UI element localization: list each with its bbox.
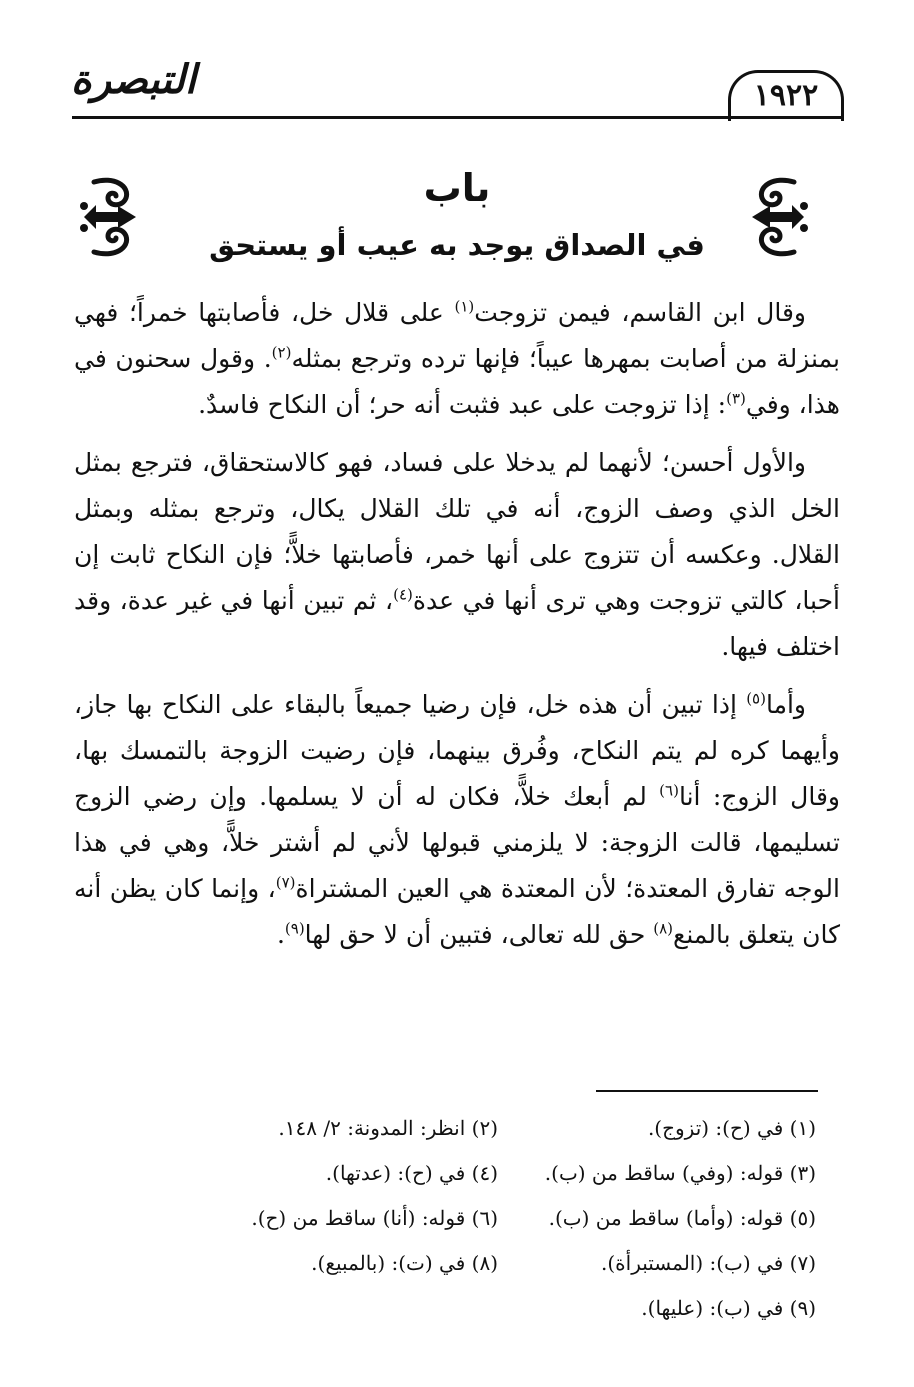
paragraph (74, 440, 840, 670)
footnote-marker: (٤) (393, 585, 413, 604)
footnote-separator (596, 1090, 818, 1092)
footnote-marker: (٦) (659, 781, 679, 800)
footnote: (٨) في (ت): (بالمبيع). (311, 1251, 498, 1275)
footnote (180, 1290, 498, 1335)
paragraph (74, 682, 840, 958)
text-run: والأول أحسن؛ لأنهما لم يدخلا على فساد، فهو كالاستحقاق، فترجع بمثل الخل الذي وصف الزوج، أنه في تلك القلال يكال، وترجع بمثله وبمثل القلال. وعكسه أن تتزوج على أنها خمر، فأصابتها خلاًّ؛ فإن النكاح ثابت إن أحبا، كالتي تزوجت وهي ترى أنها في عدة (74, 448, 840, 615)
footnote-row (180, 1245, 816, 1290)
footnote-row (180, 1290, 816, 1335)
footnote-row (180, 1155, 816, 1200)
text-run: وأما (765, 690, 806, 719)
header-rule (72, 116, 842, 119)
footnote-marker: (٥) (746, 689, 766, 708)
page-number: ١٩٢٢ (753, 78, 819, 113)
footnote-row (180, 1200, 816, 1245)
main-text (74, 290, 840, 970)
footnote-marker: (٧) (275, 873, 296, 892)
footnote-marker: (٩) (284, 919, 305, 938)
footnote: (٩) في (ب): (عليها). (641, 1296, 816, 1320)
text-run: حق لله تعالى، فتبين أن لا حق لها (304, 920, 654, 949)
text-run: . وقول سحنون في هذا، وفي (74, 344, 840, 419)
chapter-title: في الصداق يوجد به عيب أو يستحق (209, 228, 705, 262)
text-run: : إذا تزوجت على عبد فثبت أنه حر؛ أن النكاح فاسدٌ. (198, 390, 727, 419)
book-title: التبصرة (70, 56, 196, 103)
footnote: (١) في (ح): (تزوج). (647, 1116, 816, 1140)
text-run: على قلال خل، فأصابتها خمراً؛ فهي بمنزلة من أصابت بمهرها عيباً؛ فإنها ترده وترجع بمثله (74, 298, 840, 373)
text-run: . (276, 920, 285, 949)
text-run: إذا تبين أن هذه خل، فإن رضيا جميعاً بالبقاء على النكاح بها جاز، وأيهما كره لم يتم النكاح، وفُرق بينهما، فإن رضيت الزوجة بالتمسك بها، وقال الزوج: أنا (74, 690, 840, 811)
chapter-label: باب (423, 166, 491, 210)
footnote: (٦) قوله: (أنا) ساقط من (ح). (251, 1206, 498, 1230)
footnote-row (180, 1110, 816, 1155)
footnote: (٥) قوله: (وأما) ساقط من (ب). (548, 1206, 816, 1230)
footnote-marker: (١) (454, 297, 475, 316)
paragraph (74, 290, 840, 428)
footnotes (180, 1110, 816, 1335)
footnote-marker: (٨) (653, 919, 674, 938)
text-run: لم أبعك خلاًّ، فكان له أن لا يسلمها. وإن رضي الزوج تسليمها، قالت الزوجة: لا يلزمني قبولها لأني لم أشتر خلاًّ، وهي في هذا الوجه تفارق المعتدة؛ لأن المعتدة هي العين المشتراة (74, 782, 840, 903)
text-run: ، ثم تبين أنها في غير عدة، وقد اختلف فيها. (74, 586, 840, 661)
footnote-marker: (٢) (271, 343, 292, 362)
footnote: (٤) في (ح): (عدتها). (325, 1161, 498, 1185)
footnote: (٧) في (ب): (المستبرأة). (601, 1251, 816, 1275)
text-run: ، وإنما كان يظن أنه كان يتعلق بالمنع (74, 874, 840, 949)
footnote: (٣) قوله: (وفي) ساقط من (ب). (544, 1161, 816, 1185)
footnote-marker: (٣) (726, 389, 746, 408)
footnote: (٢) انظر: المدونة: ٢/ ١٤٨. (278, 1116, 498, 1140)
text-run: وقال ابن القاسم، فيمن تزوجت (474, 298, 806, 327)
